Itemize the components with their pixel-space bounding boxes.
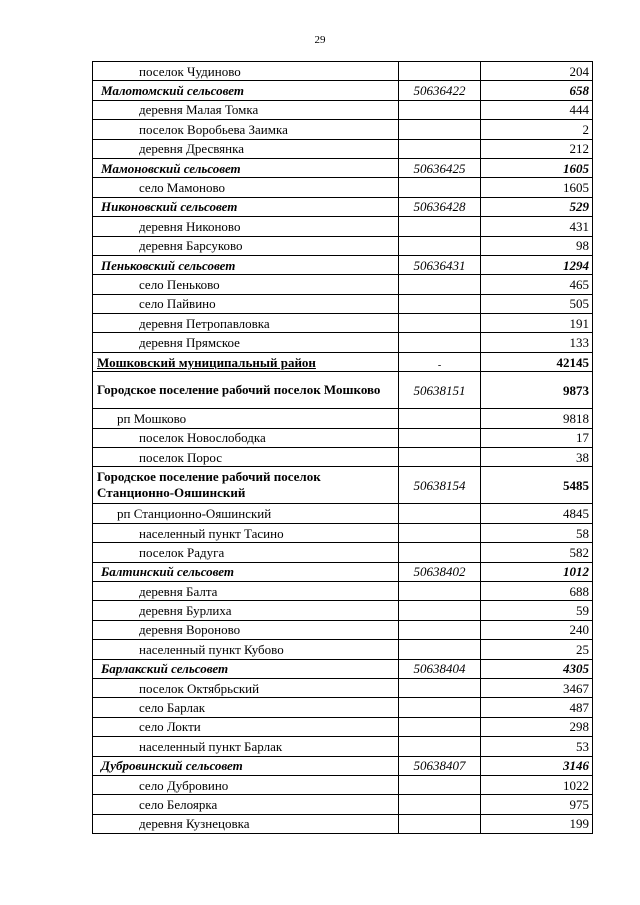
population-cell: 199 (481, 814, 593, 833)
settlement-name-cell: село Пайвино (93, 294, 399, 313)
table-row-council (93, 81, 593, 100)
table-row-village (93, 428, 593, 447)
oktmo-code-cell: 50638407 (399, 756, 481, 775)
population-cell: 2 (481, 120, 593, 139)
settlement-name-cell: село Белоярка (93, 795, 399, 814)
population-cell: 431 (481, 217, 593, 236)
settlement-name-cell: село Барлак (93, 698, 399, 717)
table-row-village (93, 601, 593, 620)
oktmo-code-cell (399, 717, 481, 736)
table-row-district (93, 352, 593, 371)
population-cell: 212 (481, 139, 593, 158)
population-cell: 5485 (481, 467, 593, 504)
oktmo-code-cell: 50636425 (399, 158, 481, 177)
table-row-village (93, 814, 593, 833)
oktmo-code-cell (399, 814, 481, 833)
table-row-village (93, 120, 593, 139)
oktmo-code-cell (399, 428, 481, 447)
population-cell: 204 (481, 62, 593, 81)
oktmo-code-cell (399, 543, 481, 562)
population-cell: 1022 (481, 775, 593, 794)
population-cell: 465 (481, 275, 593, 294)
table-row-village (93, 795, 593, 814)
settlement-name-cell: Городское поселение рабочий поселок Станционно-Ояшинский (93, 467, 399, 504)
settlement-name-cell: деревня Кузнецовка (93, 814, 399, 833)
table-row-council (93, 562, 593, 581)
table-row-village (93, 62, 593, 81)
table-row-rp (93, 504, 593, 523)
settlement-name-cell: деревня Бурлиха (93, 601, 399, 620)
settlement-name-cell: деревня Дресвянка (93, 139, 399, 158)
table-row-village (93, 737, 593, 756)
oktmo-code-cell (399, 120, 481, 139)
table-row-village (93, 448, 593, 467)
settlement-name-cell: деревня Никоново (93, 217, 399, 236)
table-row-urban (93, 467, 593, 504)
settlement-name-cell: село Локти (93, 717, 399, 736)
settlement-name-cell: поселок Радуга (93, 543, 399, 562)
oktmo-code-cell: - (399, 352, 481, 371)
oktmo-code-cell (399, 100, 481, 119)
settlement-name-cell: населенный пункт Тасино (93, 523, 399, 542)
oktmo-code-cell: 50636431 (399, 255, 481, 274)
table-row-village (93, 100, 593, 119)
settlement-name-cell: поселок Октябрьский (93, 678, 399, 697)
population-cell: 658 (481, 81, 593, 100)
population-cell: 975 (481, 795, 593, 814)
table-row-village (93, 294, 593, 313)
settlement-name-cell: Пеньковский сельсовет (93, 255, 399, 274)
oktmo-code-cell (399, 275, 481, 294)
population-cell: 25 (481, 640, 593, 659)
population-cell: 444 (481, 100, 593, 119)
oktmo-code-cell (399, 217, 481, 236)
population-cell: 487 (481, 698, 593, 717)
table-row-council (93, 197, 593, 216)
oktmo-code-cell (399, 620, 481, 639)
population-cell: 505 (481, 294, 593, 313)
population-cell: 38 (481, 448, 593, 467)
population-cell: 9818 (481, 409, 593, 428)
settlement-name-cell: Барлакский сельсовет (93, 659, 399, 678)
population-cell: 3467 (481, 678, 593, 697)
oktmo-code-cell (399, 62, 481, 81)
table-row-village (93, 178, 593, 197)
population-cell: 4305 (481, 659, 593, 678)
table-row-village (93, 698, 593, 717)
settlement-name-cell: Малотомский сельсовет (93, 81, 399, 100)
oktmo-code-cell (399, 640, 481, 659)
page-number: 29 (314, 34, 326, 46)
settlement-name-cell: деревня Петропавловка (93, 314, 399, 333)
settlement-name-cell: село Дубровино (93, 775, 399, 794)
population-cell: 298 (481, 717, 593, 736)
settlement-name-cell: поселок Воробьева Заимка (93, 120, 399, 139)
oktmo-code-cell (399, 504, 481, 523)
population-cell: 98 (481, 236, 593, 255)
table-row-village (93, 217, 593, 236)
table-row-village (93, 314, 593, 333)
population-cell: 42145 (481, 352, 593, 371)
table-row-council (93, 756, 593, 775)
settlement-name-cell: деревня Барсуково (93, 236, 399, 255)
oktmo-code-cell (399, 523, 481, 542)
settlement-name-cell: деревня Вороново (93, 620, 399, 639)
oktmo-code-cell: 50638404 (399, 659, 481, 678)
oktmo-code-cell: 50638151 (399, 372, 481, 409)
oktmo-code-cell (399, 409, 481, 428)
table-row-council (93, 659, 593, 678)
settlement-name-cell: Дубровинский сельсовет (93, 756, 399, 775)
settlement-name-cell: рп Станционно-Ояшинский (93, 504, 399, 523)
oktmo-code-cell (399, 178, 481, 197)
population-cell: 4845 (481, 504, 593, 523)
settlement-name-cell: населенный пункт Кубово (93, 640, 399, 659)
table-row-village (93, 775, 593, 794)
table-row-village (93, 523, 593, 542)
settlements-table-body (93, 62, 593, 834)
oktmo-code-cell (399, 698, 481, 717)
settlement-name-cell: деревня Прямское (93, 333, 399, 352)
population-cell: 582 (481, 543, 593, 562)
table-row-village (93, 620, 593, 639)
population-cell: 1605 (481, 178, 593, 197)
table-row-village (93, 581, 593, 600)
oktmo-code-cell: 50636422 (399, 81, 481, 100)
oktmo-code-cell (399, 678, 481, 697)
oktmo-code-cell: 50638154 (399, 467, 481, 504)
population-cell: 3146 (481, 756, 593, 775)
oktmo-code-cell: 50638402 (399, 562, 481, 581)
table-row-council (93, 158, 593, 177)
table-row-village (93, 543, 593, 562)
settlement-name-cell: село Пеньково (93, 275, 399, 294)
population-cell: 529 (481, 197, 593, 216)
population-cell: 59 (481, 601, 593, 620)
settlement-name-cell: Мошковский муниципальный район (93, 352, 399, 371)
settlement-name-cell: Мамоновский сельсовет (93, 158, 399, 177)
settlement-name-cell: Никоновский сельсовет (93, 197, 399, 216)
table-row-village (93, 717, 593, 736)
table-row-village (93, 139, 593, 158)
oktmo-code-cell (399, 601, 481, 620)
settlement-name-cell: Городское поселение рабочий поселок Мошково (93, 372, 399, 409)
settlement-name-cell: поселок Новослободка (93, 428, 399, 447)
population-cell: 191 (481, 314, 593, 333)
population-cell: 17 (481, 428, 593, 447)
oktmo-code-cell (399, 775, 481, 794)
oktmo-code-cell (399, 314, 481, 333)
table-row-village (93, 640, 593, 659)
oktmo-code-cell (399, 448, 481, 467)
settlement-name-cell: деревня Малая Томка (93, 100, 399, 119)
population-cell: 133 (481, 333, 593, 352)
oktmo-code-cell (399, 236, 481, 255)
population-cell: 240 (481, 620, 593, 639)
table-row-village (93, 678, 593, 697)
table-row-village (93, 333, 593, 352)
oktmo-code-cell (399, 294, 481, 313)
table-row-village (93, 275, 593, 294)
table-row-rp (93, 409, 593, 428)
settlement-name-cell: рп Мошково (93, 409, 399, 428)
population-cell: 1605 (481, 158, 593, 177)
population-cell: 58 (481, 523, 593, 542)
population-cell: 1012 (481, 562, 593, 581)
settlement-name-cell: поселок Порос (93, 448, 399, 467)
table-row-council (93, 255, 593, 274)
population-cell: 9873 (481, 372, 593, 409)
population-cell: 688 (481, 581, 593, 600)
oktmo-code-cell (399, 139, 481, 158)
oktmo-code-cell (399, 737, 481, 756)
settlement-name-cell: поселок Чудиново (93, 62, 399, 81)
oktmo-code-cell (399, 581, 481, 600)
settlement-name-cell: село Мамоново (93, 178, 399, 197)
settlements-table (92, 61, 593, 834)
oktmo-code-cell: 50636428 (399, 197, 481, 216)
oktmo-code-cell (399, 795, 481, 814)
table-row-village (93, 236, 593, 255)
settlement-name-cell: населенный пункт Барлак (93, 737, 399, 756)
settlement-name-cell: деревня Балта (93, 581, 399, 600)
population-cell: 1294 (481, 255, 593, 274)
table-row-urban (93, 372, 593, 409)
oktmo-code-cell (399, 333, 481, 352)
population-cell: 53 (481, 737, 593, 756)
settlement-name-cell: Балтинский сельсовет (93, 562, 399, 581)
